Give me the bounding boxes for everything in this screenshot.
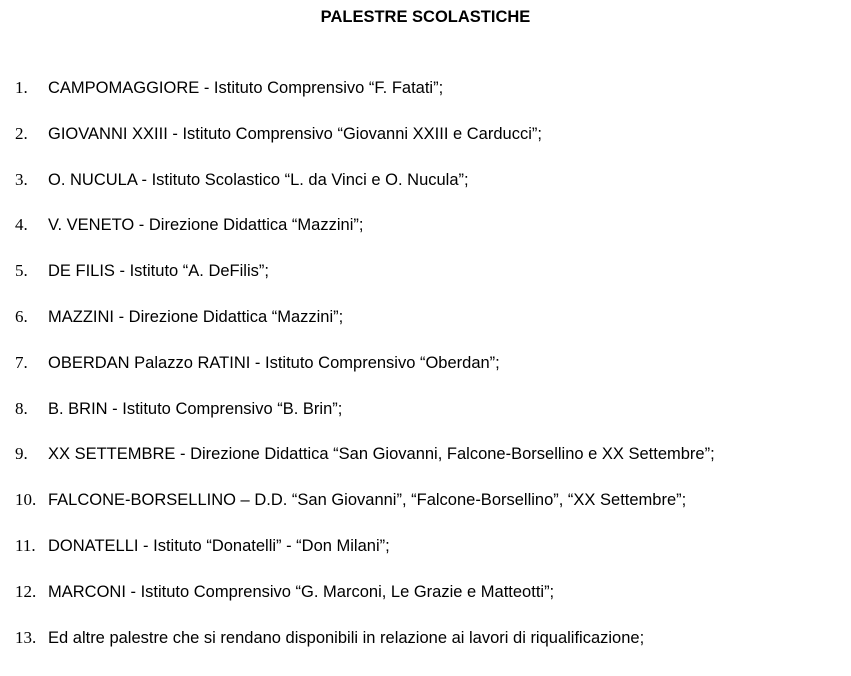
list-item-number: 4. [15, 215, 28, 235]
list-item [0, 123, 851, 169]
list-item [0, 169, 851, 215]
list-item-text: CAMPOMAGGIORE - Istituto Comprensivo “F. Fatati”; [48, 79, 444, 97]
list-item-number: 10. [15, 490, 37, 510]
list-item-text: B. BRIN - Istituto Comprensivo “B. Brin”; [48, 399, 343, 418]
list-item-number: 9. [15, 444, 28, 464]
list-item-text: DONATELLI - Istituto “Donatelli” - “Don Milani”; [48, 536, 390, 555]
list-item-text: Ed altre palestre che si rendano disponibili in relazione ai lavori di riqualificazione; [48, 628, 645, 647]
list-item-text: FALCONE-BORSELLINO – D.D. “San Giovanni”, “Falcone-Borsellino”, “XX Settembre”; [48, 491, 687, 510]
list-item-number: 8. [15, 398, 28, 418]
list-item-number: 12. [15, 581, 37, 601]
list-item-text: MAZZINI - Direzione Didattica “Mazzini”; [48, 307, 344, 326]
list-item-text: XX SETTEMBRE - Direzione Didattica “San Giovanni, Falcone-Borsellino e XX Settembre”; [48, 445, 715, 464]
list-item-number: 1. [15, 78, 28, 97]
list-item-text: GIOVANNI XXIII - Istituto Comprensivo “Giovanni XXIII e Carducci”; [48, 124, 542, 143]
list-item [0, 398, 851, 444]
list-item [0, 535, 851, 581]
list-item-text: DE FILIS - Istituto “A. DeFilis”; [48, 262, 269, 281]
list-item-number: 2. [15, 123, 28, 143]
list-item [0, 260, 851, 306]
list-item [0, 352, 851, 398]
list-item [0, 214, 851, 260]
list-item [0, 627, 851, 673]
school-gyms-list [0, 77, 851, 672]
list-item-text: V. VENETO - Direzione Didattica “Mazzini”; [48, 216, 364, 235]
list-item-number: 5. [15, 261, 28, 281]
list-item-number: 13. [15, 627, 37, 647]
list-item-text: MARCONI - Istituto Comprensivo “G. Marconi, Le Grazie e Matteotti”; [48, 582, 555, 601]
list-item [0, 306, 851, 352]
document-title: PALESTRE SCOLASTICHE [320, 8, 531, 26]
list-item-text: O. NUCULA - Istituto Scolastico “L. da Vinci e O. Nucula”; [48, 170, 469, 189]
list-item-number: 7. [15, 352, 28, 372]
list-item [0, 581, 851, 627]
list-item-number: 6. [15, 306, 28, 326]
list-item-number: 3. [15, 169, 28, 189]
list-item [0, 489, 851, 535]
list-item [0, 443, 851, 489]
list-item [0, 77, 851, 123]
list-item-text: OBERDAN Palazzo RATINI - Istituto Comprensivo “Oberdan”; [48, 353, 500, 372]
list-item-number: 11. [15, 535, 36, 555]
